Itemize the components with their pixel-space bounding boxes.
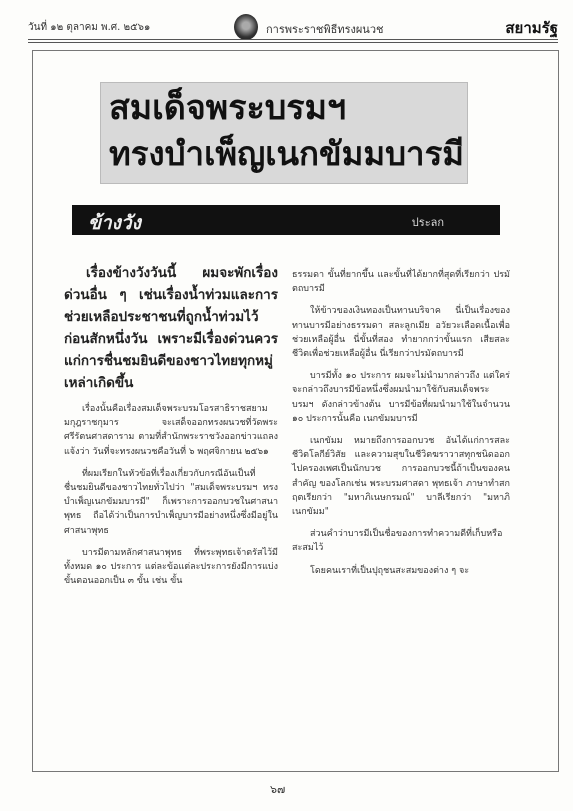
author-byline: ประลก: [411, 216, 444, 229]
header-title: การพระราชพิธีทรงผนวช: [266, 23, 384, 36]
body-paragraph: เนกขัมม หมายถึงการออกบวช อันได้แก่การสละชีวิตโลกีย์วิสัย และความสุขในชีวิตฆราวาสทุกชนิดออกไปครองเพศเป็นนักบวช การออกบวชนี้ถ้าเป็นของคนสำคัญ ของโลกเช่น พระบรมศาสดา พุทธเจ้า ภาษาทำสกฤตเรียกว่า "มหาภิเนษกรมณ์" บาลีเรียกว่า "มหาภิเนกขัมม": [292, 436, 510, 518]
body-paragraph: ที่ผมเรียกในหัวข้อที่เรื่องเกี่ยวกับกรณีอันเป็นที่ชื่นชมยินดีของชาวไทยทั่วไปว่า "สมเด็จพระบรมฯ ทรงบำเพ็ญเนกขัมมบารมี" ก็เพราะการออกบวชในศาสนาพุทธ ถือได้ว่าเป็นการบำเพ็ญบารมีอย่างหนึ่งซึ่งมีอยู่ในศาสนาพุทธ: [64, 468, 278, 536]
body-paragraph: บารมีตามหลักศาสนาพุทธ ที่พระพุทธเจ้าตรัสไว้มีทั้งหมด ๑๐ ประการ แต่ละข้อแต่ละประการยังมีการแบ่งขั้นตอนออกเป็น ๓ ขั้น เช่น ขั้น: [64, 547, 278, 587]
header-rule: [28, 39, 558, 40]
article-column-right: [292, 268, 510, 586]
page-header: [28, 12, 558, 40]
royal-emblem-icon: [234, 14, 258, 40]
newspaper-brand: สยามรัฐ: [505, 19, 558, 37]
header-date: วันที่ ๑๒ ตุลาคม พ.ศ. ๒๕๖๑: [28, 22, 151, 33]
body-paragraph: ธรรมดา ขั้นที่ยากขึ้น และขั้นที่ได้ยากที่สุดที่เรียกว่า ปรมัตถบารมี: [292, 270, 510, 295]
section-kicker: ข้างวัง: [88, 212, 141, 234]
page-number: ๖๗: [270, 783, 286, 796]
body-paragraph: บารมีทั้ง ๑๐ ประการ ผมจะไม่นำมากล่าวถึง แต่ใคร่จะกล่าวถึงบารมีข้อหนึ่งซึ่งผมนำมาใช้กับสมเด็จพระบรมฯ ดังกล่าวข้างต้น บารมีข้อที่ผมนำมาใช้ในจำนวน ๑๐ ประการนั้นคือ เนกขัมมบารมี: [292, 371, 510, 424]
headline-box: [100, 82, 468, 184]
article-column-left: [64, 262, 278, 596]
headline-line-2: ทรงบำเพ็ญเนกขัมมบารมี: [109, 134, 465, 173]
lead-paragraph: เรื่องข้างวังวันนี้ ผมจะพักเรื่องด่วนอื่น ๆ เช่นเรื่องน้ำท่วมและการช่วยเหลือประชาชนที่ถูกน้ำท่วมไว้ก่อนสักหนึ่งวัน เพราะมีเรื่องด่วนควรแก่การชื่นชมยินดีของชาวไทยทุกหมู่เหล่าเกิดขึ้น: [64, 265, 278, 391]
body-paragraph: ส่วนคำว่าบารมีเป็นชื่อของการทำความดีที่เก็บหรือสะสมไว้: [292, 529, 503, 554]
body-paragraph: เรื่องนั้นคือเรื่องสมเด็จพระบรมโอรสาธิราชสยามมกุฎราชกุมาร จะเสด็จออกทรงผนวชที่วัดพระศรีรัตนศาสดาราม ตามที่สำนักพระราชวังออกข่าวแถลงแจ้งว่า วันที่จะทรงผนวชคือวันที่ ๖ พฤศจิกายน ๒๕๖๑: [64, 404, 278, 457]
headline-line-1: สมเด็จพระบรมฯ: [109, 88, 347, 128]
section-bar: [72, 205, 500, 235]
header-rule-secondary: [28, 42, 558, 43]
body-paragraph: โดยคนเราที่เป็นปุถุชนสะสมของต่าง ๆ จะ: [310, 565, 470, 576]
body-paragraph: ให้ข้าวของเงินทองเป็นทานบริจาค นี่เป็นเรื่องของทานบารมีอย่างธรรมดา สละลูกเมีย อวัยวะเลือดเนื้อเพื่อช่วยเหลือผู้อื่น นี่ขั้นที่สอง ทำยากกว่าขั้นแรก เสียสละชีวิตเพื่อช่วยเหลือผู้อื่น นี่เรียกว่าปรมัตถบารมี: [292, 306, 510, 360]
